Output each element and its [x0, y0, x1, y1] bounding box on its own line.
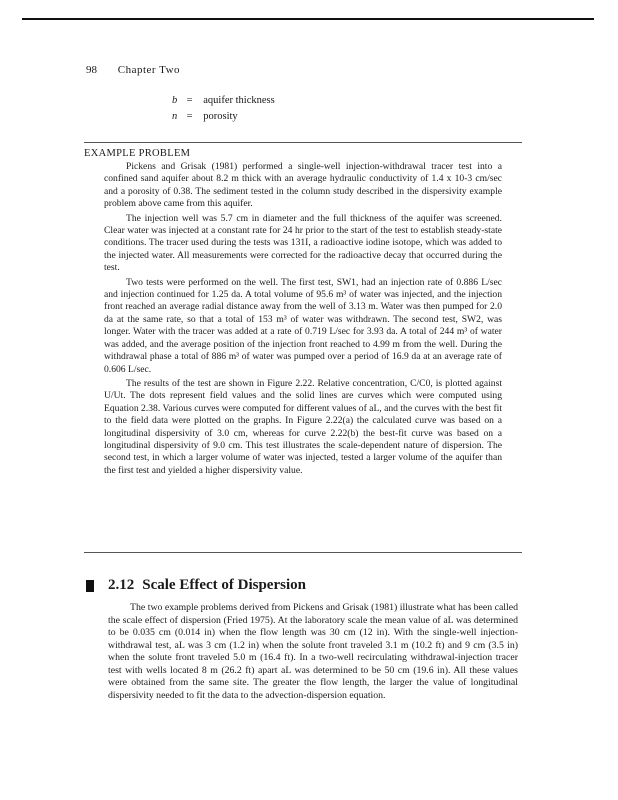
example-paragraph: The results of the test are shown in Figure 2.22. Relative concentration, C/C0, is plotted against U/Ut. The dots represent field values and the solid lines are curves which were computed using Equation 2.38. Various curves were computed for different values of aL, and the curves with the best fit to the field data were plotted on the graphs. In Figure 2.22(a) the calculated curve was based on a longitudinal dispersivity of 3.0 cm, whereas for curve 2.22(b) the best-fit curve was based on a longitudinal dispersivity of 9.0 cm. This test illustrates the scale-dependent nature of dispersion. The second test, in which a larger volume of water was injected, tested a larger volume of the aquifer than the first test and yielded a higher dispersivity value. — [104, 377, 502, 476]
definition-row — [172, 93, 275, 109]
definition-symbol: n — [172, 111, 178, 122]
example-paragraph: Pickens and Grisak (1981) performed a single-well injection-withdrawal tracer test into a confined sand aquifer about 8.2 m thick with an average hydraulic conductivity of 1.4 x 10-3 cm/sec and a porosity of 0.38. The sediment tested in the column study described in the dispersivity example problem above came from this aquifer. — [104, 161, 502, 210]
example-paragraph: The injection well was 5.7 cm in diameter and the full thickness of the aquifer was screened. Clear water was injected at a constant rate for 24 hr prior to the start of the test to establish steady-state conditions. The tracer used during the tests was 131I, a radioactive iodine isotope, which was added to the injected water. All measurements were corrected for the radioactive decay that occurred during the test. — [104, 212, 502, 274]
definition-equals: = — [186, 95, 193, 106]
example-bottom-rule — [84, 552, 522, 553]
example-body — [104, 161, 502, 479]
example-heading: EXAMPLE PROBLEM — [84, 148, 191, 159]
definition-equals: = — [186, 111, 193, 122]
definition-text: aquifer thickness — [203, 95, 275, 106]
definition-row — [172, 109, 275, 125]
variable-definitions — [172, 93, 275, 125]
section-paragraph: The two example problems derived from Pickens and Grisak (1981) illustrate what has been called the scale effect of dispersion (Fried 1975). At the laboratory scale the mean value of aL was determined to be 0.035 cm (0.014 in) when the flow length was 30 cm (12 in). With the single-well injection-withdrawal test, aL was 3 cm (1.2 in) when the solute front traveled 3.1 m (10.2 ft) and 9 cm (3.5 in) when the solute front traveled 5.0 m (16.4 ft). In a two-well recirculating withdrawal-injection tracer test with wells located 8 m (26.2 ft) apart aL was determined to be 50 cm (19.6 in). All these values were obtained from the same site. The greater the flow length, the larger the value of longitudinal dispersivity needed to fit the data to the advection-dispersion equation. — [108, 602, 518, 701]
top-rule — [22, 18, 594, 20]
example-top-rule — [84, 142, 522, 143]
running-head — [86, 64, 180, 76]
page-number: 98 — [86, 64, 97, 76]
section-bullet-icon — [86, 580, 94, 592]
example-paragraph: Two tests were performed on the well. The first test, SW1, had an injection rate of 0.886 L/sec and injection continued for 1.25 da. A total volume of 95.6 m³ of water was injected, and the injection front reached an average radial distance away from the well of 3.13 m. Water was then pumped for 2.0 da at the same rate, so that a total of 153 m³ of water was withdrawn. The second test, SW2, was longer. Water with the tracer was added at a rate of 0.719 L/sec for 3.93 da. A total of 244 m³ of water was added, and the average position of the injection front reached to 4.99 m from the well. During the withdrawal phase a total of 886 m³ of water was pumped over a period of 16.9 da at an average rate of 0.606 L/sec. — [104, 276, 502, 375]
section-body — [108, 602, 518, 702]
section-title: Scale Effect of Dispersion — [142, 577, 306, 593]
definition-text: porosity — [203, 111, 238, 122]
chapter-label: Chapter Two — [117, 64, 181, 76]
section-number: 2.12 — [108, 577, 135, 593]
section-heading — [86, 577, 306, 594]
definition-symbol: b — [172, 95, 178, 106]
